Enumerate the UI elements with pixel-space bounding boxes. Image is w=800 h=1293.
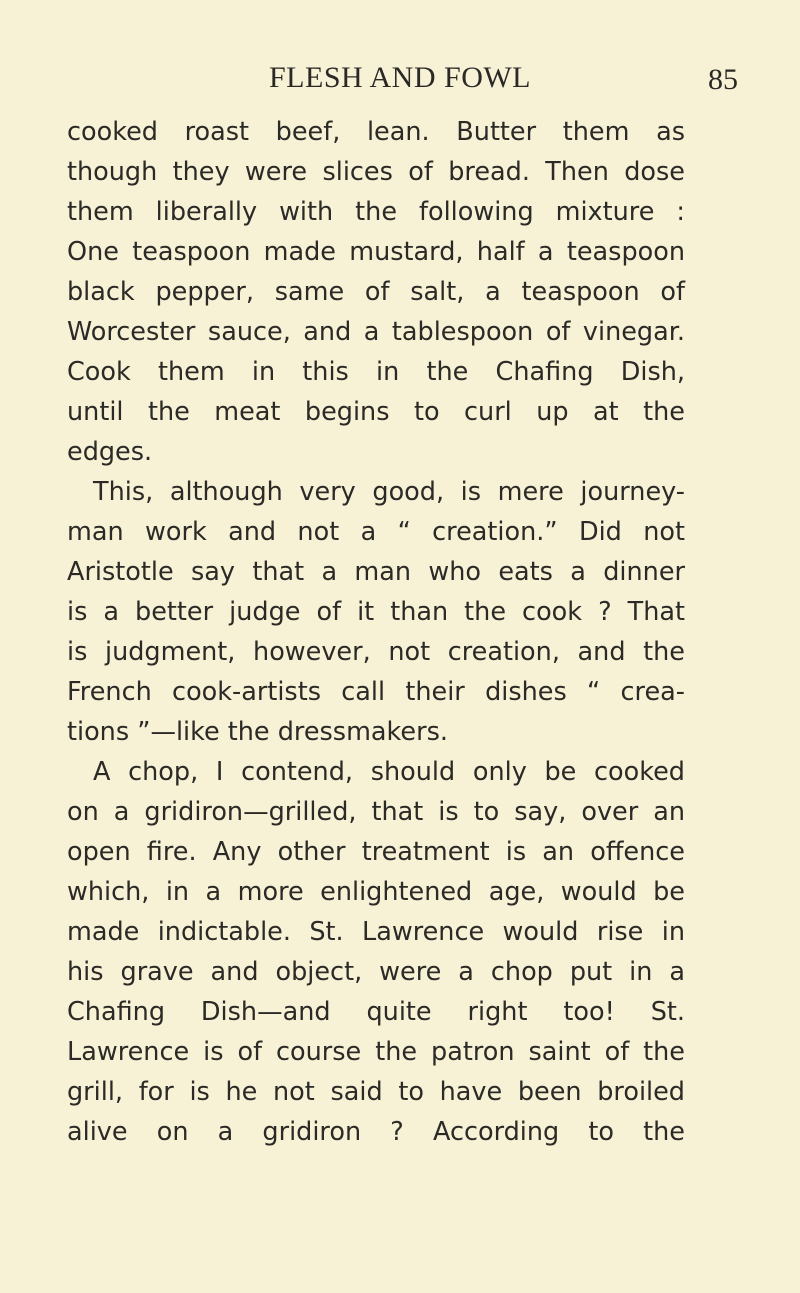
text-line: his grave and object, were a chop put in a — [67, 957, 685, 987]
text-line: This, although very good, is mere journey- — [93, 477, 685, 507]
text-line: though they were slices of bread. Then dose — [67, 157, 685, 187]
text-line: open fire. Any other treatment is an offence — [67, 837, 685, 867]
running-head — [60, 58, 740, 98]
text-line: black pepper, same of salt, a teaspoon of — [67, 277, 685, 307]
text-line: Lawrence is of course the patron saint of the — [67, 1037, 685, 1067]
text-line: One teaspoon made mustard, half a teaspoon — [67, 237, 685, 267]
text-line: them liberally with the following mixture : — [67, 197, 685, 227]
text-line: cooked roast beef, lean. Butter them as — [67, 117, 685, 147]
text-line: on a gridiron—grilled, that is to say, over an — [67, 797, 685, 827]
text-line: Aristotle say that a man who eats a dinner — [67, 557, 685, 587]
text-line: A chop, I contend, should only be cooked — [93, 757, 685, 787]
text-line: edges. — [67, 437, 153, 467]
text-line: alive on a gridiron ? According to the — [67, 1117, 685, 1147]
text-line: man work and not a “ creation.” Did not — [67, 517, 685, 547]
text-line: French cook-artists call their dishes “ crea- — [67, 677, 685, 707]
text-line: is a better judge of it than the cook ? That — [67, 597, 685, 627]
page-number: 85 — [708, 63, 738, 96]
text-line: tions ”—like the dressmakers. — [67, 717, 448, 747]
text-line: grill, for is he not said to have been broiled — [67, 1077, 685, 1107]
body-text — [67, 112, 685, 1152]
text-line: made indictable. St. Lawrence would rise in — [67, 917, 685, 947]
text-line: which, in a more enlightened age, would be — [67, 877, 685, 907]
text-line: until the meat begins to curl up at the — [67, 397, 685, 427]
text-line: Worcester sauce, and a tablespoon of vinegar. — [67, 317, 685, 347]
running-title: FLESH AND FOWL — [268, 61, 531, 94]
text-line: Chafing Dish—and quite right too! St. — [67, 997, 685, 1027]
text-line: is judgment, however, not creation, and the — [67, 637, 685, 667]
text-line: Cook them in this in the Chafing Dish, — [67, 357, 685, 387]
